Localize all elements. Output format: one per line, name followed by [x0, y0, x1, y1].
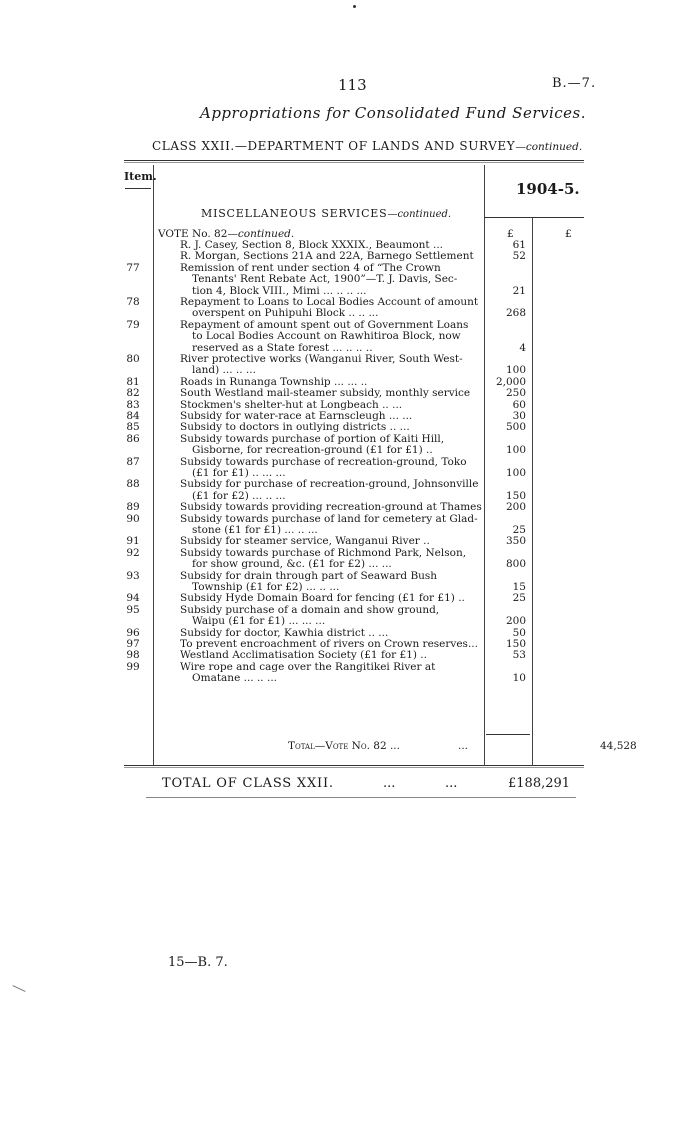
item-column-header: Item. — [124, 170, 157, 183]
description-line: Subsidy towards providing recreation-ground at Thames — [180, 501, 482, 514]
item-number: 82 — [126, 387, 140, 400]
item-amount: 61 — [512, 239, 526, 251]
description-line: Remission of rent under section 4 of “The Crown — [180, 261, 441, 274]
description-line: land) ... .. ... — [192, 364, 256, 377]
item-number: 97 — [126, 638, 140, 650]
section-heading — [201, 207, 451, 220]
description-line: River protective works (Wanganui River, South West- — [180, 353, 463, 365]
item-number: 78 — [126, 296, 140, 308]
class-heading — [152, 139, 582, 153]
class-heading-text: CLASS XXII.—DEPARTMENT OF LANDS AND SURVEY — [152, 139, 516, 153]
vote-total-label: Total—Vote No. 82 ... — [288, 740, 400, 752]
item-number: 89 — [126, 501, 140, 514]
item-description — [180, 502, 480, 513]
item-amount: 200 — [505, 615, 526, 628]
description-line: To prevent encroachment of rivers on Crown reserves... — [180, 638, 478, 650]
item-number: 86 — [126, 432, 140, 445]
vote-total-amount: 44,528 — [600, 740, 637, 752]
description-line: Subsidy for purchase of recreation-ground, Johnsonville — [180, 478, 479, 491]
description-line: Waipu (£1 for £1) ... ... ... — [192, 615, 326, 628]
description-line: Stockmen's shelter-hut at Longbeach .. ... — [180, 398, 403, 411]
description-line: overspent on Puhipuhi Block .. .. ... — [192, 307, 379, 320]
item-amount: 60 — [512, 398, 526, 411]
item-amount: 21 — [512, 284, 526, 297]
vote-heading-text: VOTE No. 82 — [158, 228, 228, 240]
item-amount: 100 — [505, 466, 526, 479]
item-number: 79 — [126, 318, 140, 331]
subtotal-rule — [486, 734, 530, 735]
description-line: South Westland mail-steamer subsidy, monthly service — [180, 387, 471, 400]
description-line: Subsidy for water-race at Earnscleugh ... ... — [180, 410, 413, 422]
description-line: Subsidy towards purchase of Richmond Park, Nelson, — [180, 546, 467, 559]
description-line: Omatane ... .. ... — [192, 672, 277, 685]
item-number: 91 — [126, 535, 140, 548]
class-heading-continued: —continued. — [515, 141, 583, 153]
item-number: 80 — [126, 353, 140, 365]
item-amount: 25 — [512, 523, 526, 536]
description-line: Subsidy for doctor, Kawhia district .. ... — [180, 626, 389, 639]
description-line: Gisborne, for recreation-ground (£1 for £1) .. — [192, 444, 433, 457]
item-number: 84 — [126, 410, 140, 422]
item-description — [180, 514, 480, 537]
sub-column-divider — [532, 217, 533, 765]
item-number: 93 — [126, 569, 140, 582]
item-amount: 4 — [519, 341, 526, 354]
section-heading-text: MISCELLANEOUS SERVICES — [201, 207, 388, 220]
description-line: Subsidy purchase of a domain and show ground, — [180, 603, 440, 616]
item-number: 92 — [126, 546, 140, 559]
table-bottom-rule-2 — [124, 767, 584, 768]
section-heading-continued: —continued. — [387, 209, 452, 220]
year-column-header: 1904-5. — [516, 180, 580, 198]
item-amount: 250 — [505, 387, 526, 400]
description-line: to Local Bodies Account on Rawhitiroa Block, now — [192, 330, 461, 343]
vote-total-dots: ... — [458, 740, 469, 752]
item-description — [180, 388, 480, 399]
item-amount: 500 — [505, 421, 526, 434]
item-amount: 30 — [512, 410, 526, 422]
item-description — [180, 662, 480, 685]
item-amount: 52 — [512, 250, 526, 263]
item-amount: 50 — [512, 626, 526, 639]
document-code: B.—7. — [552, 76, 597, 91]
item-column-divider — [153, 165, 154, 765]
table-top-rule — [124, 160, 584, 161]
item-description — [180, 297, 480, 320]
footer-signature: 15—B. 7. — [168, 955, 228, 970]
item-head-rule — [125, 188, 151, 189]
description-line: Township (£1 for £2) ... .. ... — [192, 581, 340, 593]
item-amount: 100 — [505, 444, 526, 457]
description-line: Roads in Runanga Township ... ... .. — [180, 375, 368, 388]
item-number: 95 — [126, 603, 140, 616]
table-bottom-rule — [124, 765, 584, 766]
description-line: (£1 for £2) ... .. ... — [192, 489, 286, 502]
item-amount: 150 — [505, 489, 526, 502]
item-amount: 150 — [505, 638, 526, 650]
item-number: 87 — [126, 455, 140, 468]
currency-symbol-col1: £ — [507, 228, 514, 240]
class-total-amount: £188,291 — [508, 776, 571, 791]
description-line: Subsidy towards purchase of land for cemetery at Glad- — [180, 512, 478, 525]
description-line: R. Morgan, Sections 21A and 22A, Barnego Settlement — [180, 250, 474, 263]
item-number: 77 — [126, 261, 140, 274]
page-number: 113 — [338, 76, 367, 94]
description-line: Subsidy to doctors in outlying districts .. ... — [180, 421, 410, 434]
class-total-dots-2: ... — [445, 776, 458, 791]
class-total-label: TOTAL OF CLASS XXII. — [162, 776, 334, 791]
description-line: Tenants' Rent Rebate Act, 1900”—T. J. Davis, Sec- — [192, 273, 458, 286]
class-total-rule — [146, 797, 576, 798]
description-line: tion 4, Block VIII., Mimi ... .. .. ... — [192, 284, 367, 297]
description-line: Westland Acclimatisation Society (£1 for £1) .. — [180, 649, 427, 662]
description-line: reserved as a State forest ... .. .. .. — [192, 341, 373, 354]
item-amount: 200 — [505, 501, 526, 514]
item-amount: 268 — [505, 307, 526, 320]
description-line: stone (£1 for £1) ... .. ... — [192, 524, 318, 536]
item-description — [180, 479, 480, 502]
currency-symbol-col2: £ — [565, 228, 572, 240]
printer-mark — [353, 5, 356, 8]
description-line: Wire rope and cage over the Rangitikei River at — [180, 660, 436, 673]
item-amount: 53 — [512, 649, 526, 662]
item-amount: 350 — [505, 535, 526, 548]
item-description — [180, 263, 480, 297]
item-description — [180, 571, 480, 594]
description-line: Subsidy towards purchase of portion of Kaiti Hill, — [180, 432, 445, 445]
item-number: 81 — [126, 375, 140, 388]
description-line: Subsidy Hyde Domain Board for fencing (£1 for £1) .. — [180, 592, 465, 605]
description-line: R. J. Casey, Section 8, Block XXXIX., Beaumont ... — [180, 239, 444, 251]
item-number: 94 — [126, 592, 140, 605]
item-number: 99 — [126, 660, 140, 673]
table-top-rule-2 — [124, 162, 584, 163]
description-line: Subsidy towards purchase of recreation-ground, Toko — [180, 455, 467, 468]
item-description — [180, 434, 480, 457]
vote-heading-continued: —continued. — [227, 228, 295, 240]
item-number: 90 — [126, 512, 140, 525]
item-description — [180, 354, 480, 377]
item-amount: 100 — [505, 364, 526, 377]
item-description — [180, 320, 480, 354]
description-line: (£1 for £1) .. ... ... — [192, 467, 286, 479]
item-number: 98 — [126, 649, 140, 662]
description-line: for show ground, &c. (£1 for £2) ... ... — [192, 558, 392, 571]
description-line: Subsidy for drain through part of Seaward Bush — [180, 569, 438, 582]
item-amount: 2,000 — [495, 375, 526, 388]
description-line: Repayment of amount spent out of Government Loans — [180, 318, 469, 331]
description-line: Repayment to Loans to Local Bodies Account of amount — [180, 296, 479, 308]
item-number: 96 — [126, 626, 140, 639]
item-number: 88 — [126, 478, 140, 491]
margin-mark — [12, 985, 25, 992]
item-number: 85 — [126, 421, 140, 434]
year-head-rule — [484, 217, 584, 218]
item-amount: 800 — [505, 558, 526, 571]
class-total-dots-1: ... — [383, 776, 396, 791]
item-amount: 25 — [512, 592, 526, 605]
item-number: 83 — [126, 398, 140, 411]
item-description — [180, 548, 480, 571]
page-title: Appropriations for Consolidated Fund Services. — [200, 104, 587, 122]
item-amount: 15 — [512, 580, 526, 593]
item-description — [180, 605, 480, 628]
item-amount: 10 — [512, 672, 526, 685]
description-line: Subsidy for steamer service, Wanganui River .. — [180, 535, 430, 548]
item-description — [180, 457, 480, 480]
